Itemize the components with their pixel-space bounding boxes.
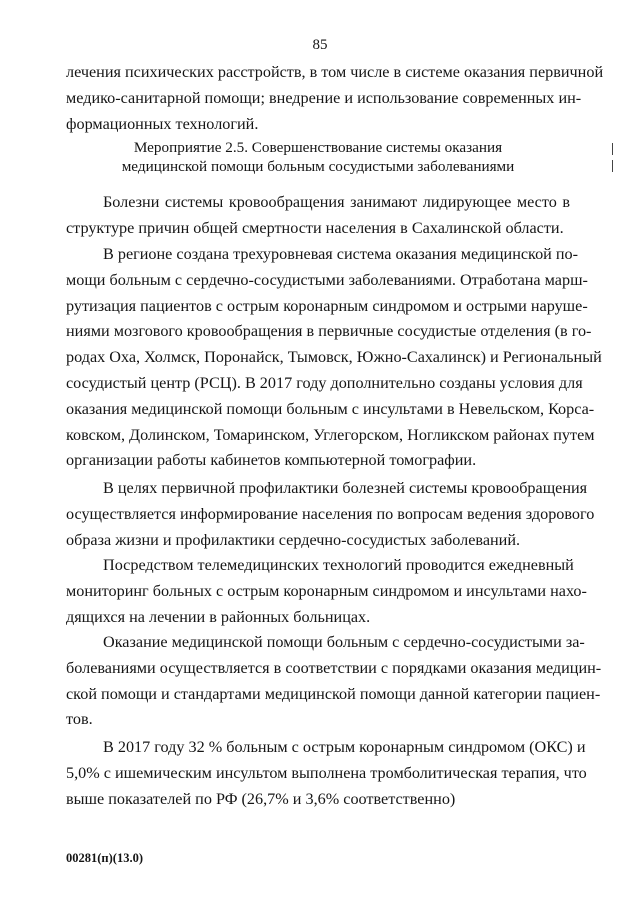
- intro-paragraph: [66, 60, 604, 137]
- body-paragraph: [66, 735, 587, 812]
- paragraph-line: мощи больным с сердечно-сосудистыми заболеваниями. Отработана марш-: [66, 270, 588, 289]
- paragraph-line: Посредством телемедицинских технологий проводится ежедневный: [103, 556, 574, 574]
- paragraph-line: В целях первичной профилактики болезней системы кровообращения: [103, 479, 588, 497]
- paragraph-line: организации работы кабинетов компьютерной томографии.: [66, 451, 477, 470]
- paragraph-line: выше показателей по РФ (26,7% и 3,6% соответственно): [66, 789, 456, 808]
- paragraph-line: осуществляется информирование населения по вопросам ведения здорового: [66, 504, 595, 523]
- paragraph-line: ниями мозгового кровообращения в первичные сосудистые отделения (в го-: [66, 322, 592, 341]
- margin-mark: [612, 160, 613, 172]
- paragraph-line: Болезни системы кровообращения занимают лидирующее место в: [103, 193, 570, 211]
- heading-line: медицинской помощи больным сосудистыми заболеваниями: [121, 158, 515, 175]
- body-paragraph: [66, 242, 602, 474]
- paragraph-line: 5,0% с ишемическим инсультом выполнена тромболитическая терапия, что: [66, 763, 587, 782]
- paragraph-line: оказания медицинской помощи больным с инсультами в Невельском, Корса-: [66, 399, 595, 418]
- intro-line: лечения психических расстройств, в том числе в системе оказания первичной: [66, 63, 604, 81]
- document-code: 00281(п)(13.0): [66, 851, 143, 865]
- paragraph-line: Оказание медицинской помощи больным с сердечно-сосудистыми за-: [103, 633, 585, 651]
- body-paragraph: [66, 553, 587, 630]
- body-paragraph: [66, 190, 570, 242]
- paragraph-line: образа жизни и профилактики сердечно-сосудистых заболеваний.: [66, 530, 521, 549]
- section-heading: [66, 138, 570, 176]
- intro-line: медико-санитарной помощи; внедрение и использование современных ин-: [66, 88, 582, 107]
- page-number: 85: [312, 37, 328, 53]
- body-paragraph: [66, 630, 602, 733]
- body-paragraph: [66, 476, 595, 553]
- paragraph-line: дящихся на лечении в районных больницах.: [66, 607, 371, 626]
- paragraph-line: мониторинг больных с острым коронарным синдромом и инсультами нахо-: [66, 581, 587, 600]
- heading-line: Мероприятие 2.5. Совершенствование системы оказания: [133, 139, 503, 156]
- paragraph-line: рутизация пациентов с острым коронарным синдромом и острыми наруше-: [66, 296, 588, 315]
- paragraph-line: структуре причин общей смертности населения в Сахалинской области.: [66, 218, 564, 237]
- margin-mark: [612, 143, 613, 155]
- paragraph-line: ковском, Долинском, Томаринском, Углегорском, Ногликском районах путем: [66, 425, 595, 444]
- paragraph-line: сосудистый центр (РСЦ). В 2017 году дополнительно созданы условия для: [66, 373, 583, 392]
- paragraph-line: В регионе создана трехуровневая система оказания медицинской по-: [103, 245, 579, 263]
- paragraph-line: ской помощи и стандартами медицинской помощи данной категории пациен-: [66, 684, 601, 703]
- paragraph-line: тов.: [66, 710, 93, 729]
- intro-line: формационных технологий.: [66, 114, 259, 133]
- paragraph-line: В 2017 году 32 % больным с острым коронарным синдромом (ОКС) и: [103, 738, 586, 756]
- paragraph-line: болеваниями осуществляется в соответствии с порядками оказания медицин-: [66, 658, 602, 677]
- paragraph-line: родах Оха, Холмск, Поронайск, Тымовск, Южно-Сахалинск) и Региональный: [66, 348, 602, 367]
